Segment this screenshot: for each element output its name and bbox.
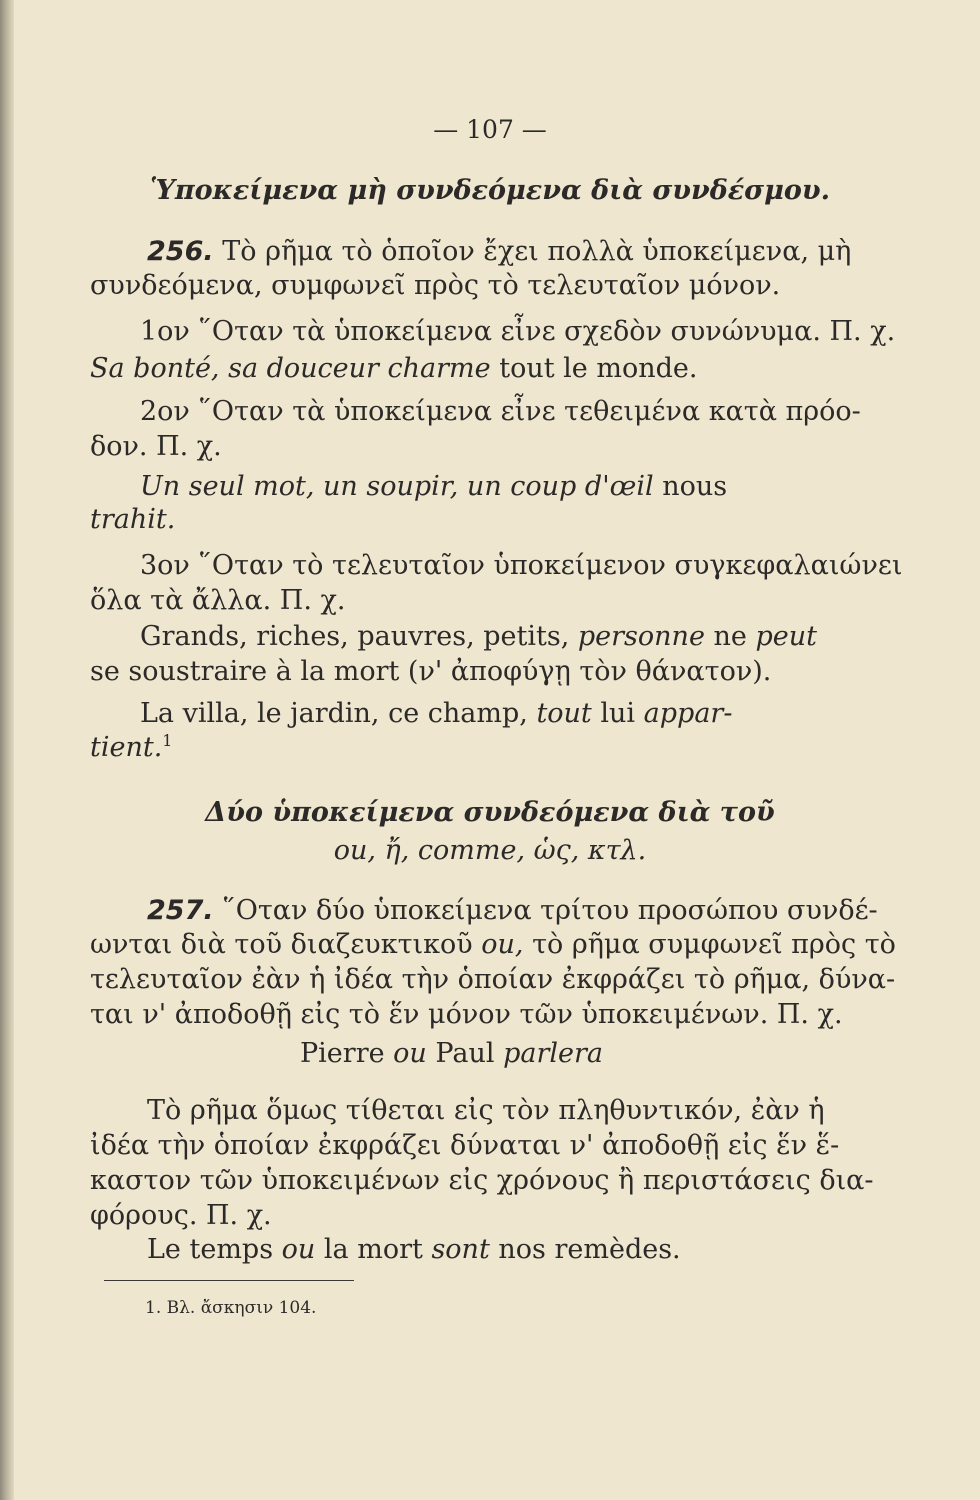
example-3b-line-1: La villa, le jardin, ce champ, tout lui appar- — [140, 698, 733, 729]
para-256-line-2: συνδεόμενα, συμφωνεῖ πρὸς τὸ τελευταῖον μόνον. — [90, 270, 781, 301]
page-number: — 107 — — [433, 115, 547, 144]
para-257-line-3: τελευταῖον ἐὰν ἡ ἰδέα τὴν ὁποίαν ἐκφράζει τὸ ρῆμα, δύνα- — [90, 964, 896, 995]
section-heading-1: Ὑποκείμενα μὴ συνδεόμενα διὰ συνδέσμου. — [149, 175, 830, 206]
paragraph-number-257: 257. — [147, 895, 214, 926]
example-3b-line-2: tient.$^1$ — [90, 731, 173, 763]
example-2-line-1: Un seul mot, un soupir, un coup d'œil nous — [140, 471, 728, 502]
example-257-2: Le temps ou la mort sont nos remèdes. — [147, 1234, 681, 1265]
rule-2-line-1: 2ον ῞Οταν τὰ ὑποκείμενα εἶνε τεθειμένα κατὰ πρόο- — [140, 396, 861, 427]
section-subheading-2: ou, ἤ, comme, ὡς, κτλ. — [333, 835, 647, 866]
rule-3-line-2: ὅλα τὰ ἄλλα. Π. χ. — [90, 585, 346, 616]
rule-1-line: 1ον ῞Οταν τὰ ὑποκείμενα εἶνε σχεδὸν συνώνυμα. Π. χ. — [140, 316, 896, 347]
example-257-1: Pierre ou Paul parlera — [300, 1038, 603, 1069]
rule-3-line-1: 3ον ῞Οταν τὸ τελευταῖον ὑποκείμενον συγκεφαλαιώνει — [140, 550, 903, 581]
paragraph-number-256: 256. — [147, 236, 214, 267]
footnote: 1. Βλ. ἄσκησιν 104. — [145, 1298, 317, 1318]
para-257-line-4: ται ν' ἀποδοθῇ εἰς τὸ ἕν μόνον τῶν ὑποκειμένων. Π. χ. — [90, 999, 843, 1030]
example-2-line-2: trahit. — [90, 504, 176, 535]
footnote-divider — [104, 1280, 354, 1281]
section-heading-2: Δύο ὑποκείμενα συνδεόμενα διὰ τοῦ — [205, 797, 775, 828]
para-257-line-5: Τὸ ρῆμα ὅμως τίθεται εἰς τὸν πληθυντικόν, ἐὰν ἡ — [147, 1095, 825, 1126]
example-3a-line-2: se soustraire à la mort (ν' ἀποφύγῃ τὸν θάνατον). — [90, 656, 772, 687]
example-1-line: Sa bonté, sa douceur charme tout le monde. — [90, 353, 698, 384]
para-257-line-8: φόρους. Π. χ. — [90, 1200, 272, 1231]
footnote-marker: 1 — [162, 731, 173, 750]
para-257-line-1: 257. ῞Οταν δύο ὑποκείμενα τρίτου προσώπου συνδέ- — [147, 895, 878, 926]
para-257-line-7: καστον τῶν ὑποκειμένων εἰς χρόνους ἢ περιστάσεις δια- — [90, 1165, 874, 1196]
example-3a-line-1: Grands, riches, pauvres, petits, personne ne peut — [140, 621, 818, 652]
para-257-line-6: ἰδέα τὴν ὁποίαν ἐκφράζει δύναται ν' ἀποδοθῇ εἰς ἕν ἕ- — [90, 1130, 840, 1161]
para-256-line-1: 256. Τὸ ρῆμα τὸ ὁποῖον ἔχει πολλὰ ὑποκείμενα, μὴ — [147, 236, 852, 267]
para-257-line-2: ωνται διὰ τοῦ διαζευκτικοῦ ou, τὸ ρῆμα συμφωνεῖ πρὸς τὸ — [90, 929, 896, 960]
rule-2-line-2: δον. Π. χ. — [90, 431, 222, 462]
